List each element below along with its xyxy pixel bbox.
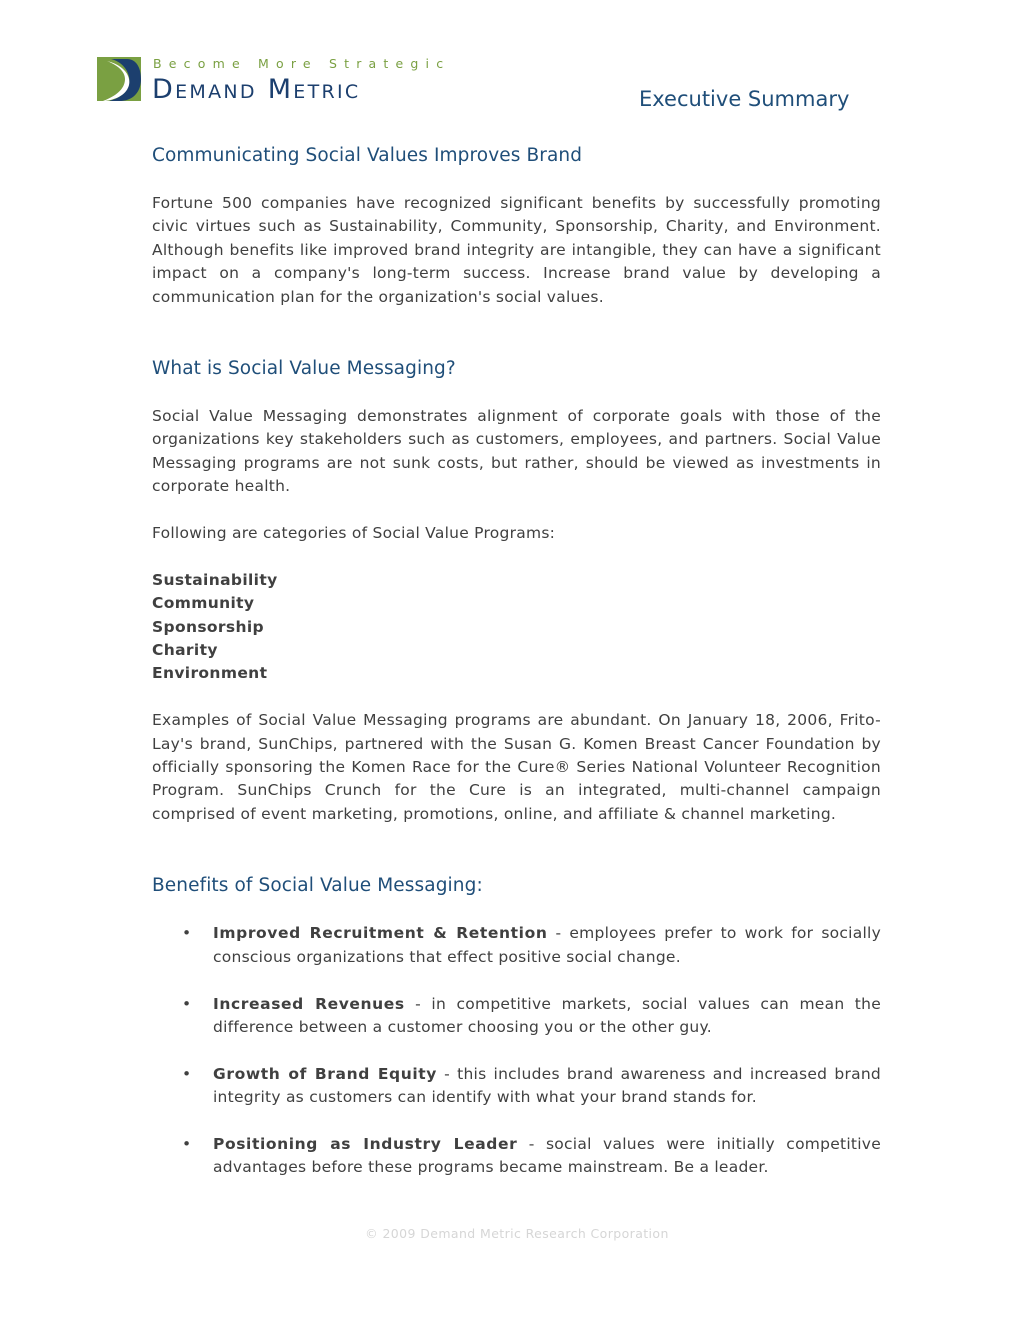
bullet-icon: • [182,924,192,943]
list-item: Charity [152,641,218,660]
document-type-title: Executive Summary [639,87,850,111]
benefit-item [152,1063,881,1110]
benefit-title: Positioning as Industry Leader [213,1134,518,1153]
benefit-item [152,922,881,969]
categories-intro: Following are categories of Social Value Programs: [152,524,556,543]
bullet-icon: • [182,994,192,1013]
category-list [152,569,881,686]
benefit-text: - social values were initially competitive advantages before these programs became mainstream. Be a leader. [213,1134,881,1177]
section-heading-benefits: Benefits of Social Value Messaging: [152,875,483,897]
examples-paragraph: Examples of Social Value Messaging programs are abundant. On January 18, 2006, Frito-Lay's brand, SunChips, partnered with the Susan G. Komen Breast Cancer Foundation by officially sponsoring the Komen Race for the Cure® Series National Volunteer Recognition Program. SunChips Crunch for the Cure is an integrated, multi-channel campaign comprised of event marketing, promotions, online, and affiliate & channel marketing. [152,711,881,823]
intro-paragraph: Fortune 500 companies have recognized significant benefits by successfully promoting civic virtues such as Sustainability, Community, Sponsorship, Charity, and Environment. Although benefits like improved brand integrity are intangible, they can have a significant impact on a company's long-term success. Increase brand value by developing a communication plan for the organization's social values. [152,194,881,306]
demand-metric-logo-icon [97,57,141,101]
benefit-item [152,993,881,1040]
document-body [152,142,881,1180]
copyright-footer: © 2009 Demand Metric Research Corporation [365,1226,669,1241]
benefit-text: - employees prefer to work for socially conscious organizations that effect positive social change. [213,924,881,966]
section-heading-intro: Communicating Social Values Improves Brand [152,145,583,166]
benefit-title: Improved Recruitment & Retention [213,924,548,943]
brand-name: Demand Metric [152,74,361,105]
benefits-list [152,922,881,1179]
what-is-paragraph: Social Value Messaging demonstrates alignment of corporate goals with those of the organizations key stakeholders such as customers, employees, and partners. Social Value Messaging programs are not sunk costs, but rather, should be viewed as investments in corporate health. [152,407,881,496]
bullet-icon: • [182,1064,192,1083]
list-item: Environment [152,664,268,683]
benefit-text: - in competitive markets, social values can mean the difference between a customer choosing you or the other guy. [213,994,881,1036]
benefit-item [152,1133,881,1180]
benefit-title: Growth of Brand Equity [213,1064,438,1083]
list-item: Sustainability [152,570,278,589]
brand-tagline: Become More Strategic [153,56,451,71]
benefit-title: Increased Revenues [213,994,405,1013]
section-heading-what-is: What is Social Value Messaging? [152,358,456,380]
list-item: Community [152,594,255,613]
list-item: Sponsorship [152,617,264,636]
benefit-text: - this includes brand awareness and increased brand integrity as customers can identify with what your brand stands for. [213,1064,881,1107]
bullet-icon: • [182,1134,192,1153]
